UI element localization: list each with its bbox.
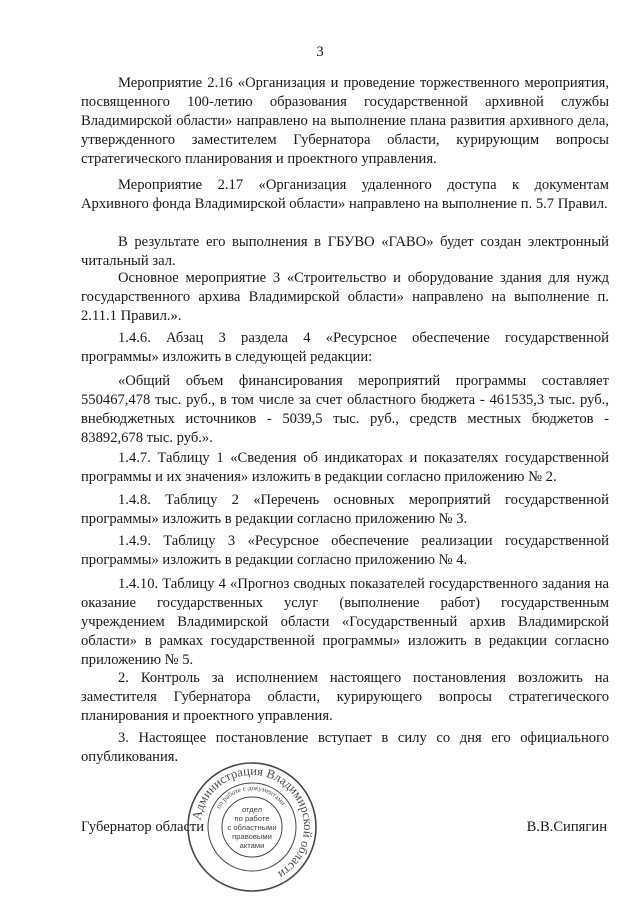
paragraph-1 <box>81 74 609 169</box>
paragraph-text: 1.4.8. Таблицу 2 «Перечень основных мероприятий государственной программы» изложить в редакции согласно приложению № 3. <box>81 492 609 527</box>
paragraph-text: Основное мероприятие 3 «Строительство и оборудование здания для нужд государственного архива Владимирской области» направлено на выполнение п. 2.11.1 Правил.». <box>81 270 609 324</box>
paragraph-text: В результате его выполнения в ГБУВО «ГАВО» будет создан электронный читальный зал. <box>81 234 609 269</box>
stamp-center-line: правовыми <box>232 832 272 841</box>
paragraph-7 <box>81 449 609 487</box>
paragraph-11 <box>81 669 609 726</box>
stamp-outer-text: Администрация Владимирской области <box>189 763 316 882</box>
paragraph-10 <box>81 575 609 670</box>
paragraph-text: «Общий объем финансирования мероприятий программы составляет 550467,478 тыс. руб., в том числе за счет областного бюджета - 461535,3 тыс. руб., внебюджетных источников - 5039,5 тыс. руб., средств местных бюджетов - 83892,678 тыс. руб.». <box>81 373 609 446</box>
stamp-center-line: по работе <box>234 814 270 823</box>
paragraph-12 <box>81 729 609 767</box>
paragraph-8 <box>81 491 609 529</box>
paragraph-9 <box>81 532 609 570</box>
paragraph-6 <box>81 372 609 448</box>
paragraph-4 <box>81 269 609 326</box>
paragraph-2 <box>81 176 609 214</box>
page-number: 3 <box>316 44 324 60</box>
stamp-center-line: отдел <box>241 805 263 814</box>
paragraph-text: Мероприятие 2.16 «Организация и проведение торжественного мероприятия, посвященного 100-летию образования государственной архивной службы Владимирской области» направлено на выполнение плана развития архивного дела, утвержденного заместителем Губернатора области, курирующим вопросы стратегического планирования и проектного управления. <box>81 75 609 167</box>
paragraph-text: 2. Контроль за исполнением настоящего постановления возложить на заместителя Губернатора области, курирующего вопросы стратегического планирования и проектного управления. <box>81 670 609 724</box>
stamp-center-line: актами <box>239 841 265 850</box>
signature-position: Губернатор области <box>81 819 205 835</box>
paragraph-3 <box>81 233 609 271</box>
paragraph-text: 1.4.9. Таблицу 3 «Ресурсное обеспечение реализации государственной программы» изложить в редакции согласно приложению № 4. <box>81 533 609 568</box>
paragraph-text: 1.4.10. Таблицу 4 «Прогноз сводных показателей государственного задания на оказание государственных услуг (выполнение работ) государственным учреждением Владимирской области «Государственный архив Владимирской области» в рамках государственной программы» изложить в редакции согласно приложению № 5. <box>81 576 609 668</box>
paragraph-text: 3. Настоящее постановление вступает в силу со дня его официального опубликования. <box>81 730 609 765</box>
paragraph-text: 1.4.6. Абзац 3 раздела 4 «Ресурсное обеспечение государственной программы» изложить в следующей редакции: <box>81 330 609 365</box>
stamp-center-line: с областными <box>227 823 277 832</box>
paragraph-text: 1.4.7. Таблицу 1 «Сведения об индикаторах и показателях государственной программы и их значения» изложить в редакции согласно приложению № 2. <box>81 450 609 485</box>
signature-name: В.В.Сипягин <box>526 819 607 835</box>
paragraph-5 <box>81 329 609 367</box>
stamp-middle-text: по работе с документами <box>214 783 288 811</box>
paragraph-text: Мероприятие 2.17 «Организация удаленного доступа к документам Архивного фонда Владимирской области» направлено на выполнение п. 5.7 Правил. <box>81 177 609 212</box>
stamp-seal <box>184 759 320 895</box>
stamp-center-text <box>227 805 276 850</box>
